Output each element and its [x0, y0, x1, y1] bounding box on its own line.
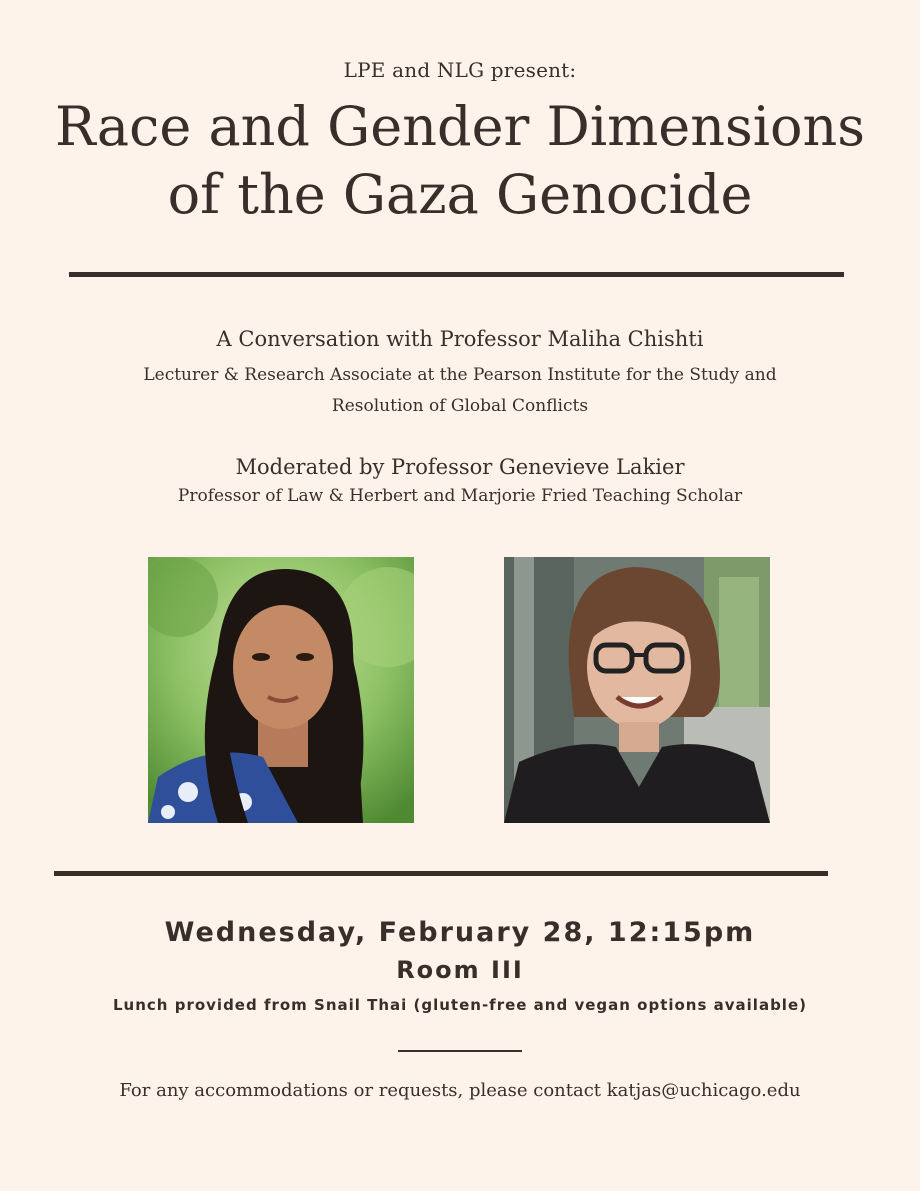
speaker-role-line-2: Resolution of Global Conflicts [331, 396, 589, 416]
moderator-name: Moderated by Professor Genevieve Lakier [235, 455, 685, 479]
title-line-2: of the Gaza Genocide [167, 163, 753, 226]
short-divider [398, 1050, 522, 1052]
moderator-role: Professor of Law & Herbert and Marjorie Fried Teaching Scholar [177, 486, 743, 506]
speaker-photo [148, 557, 414, 823]
top-divider [69, 272, 844, 277]
middle-divider [54, 871, 828, 876]
event-date-time: Wednesday, February 28, 12:15pm [164, 917, 756, 948]
lunch-note: Lunch provided from Snail Thai (gluten-free and vegan options available) [113, 996, 807, 1014]
contact-line: For any accommodations or requests, please contact katjas@uchicago.edu [119, 1080, 801, 1101]
speaker-role [100, 360, 820, 422]
event-title [0, 93, 920, 229]
speaker-role-line-1: Lecturer & Research Associate at the Pearson Institute for the Study and [143, 365, 777, 385]
title-line-1: Race and Gender Dimensions [54, 95, 866, 158]
presenters-line: LPE and NLG present: [343, 58, 577, 82]
speaker-name: A Conversation with Professor Maliha Chishti [216, 327, 704, 351]
moderator-photo [504, 557, 770, 823]
event-room: Room III [396, 956, 524, 984]
